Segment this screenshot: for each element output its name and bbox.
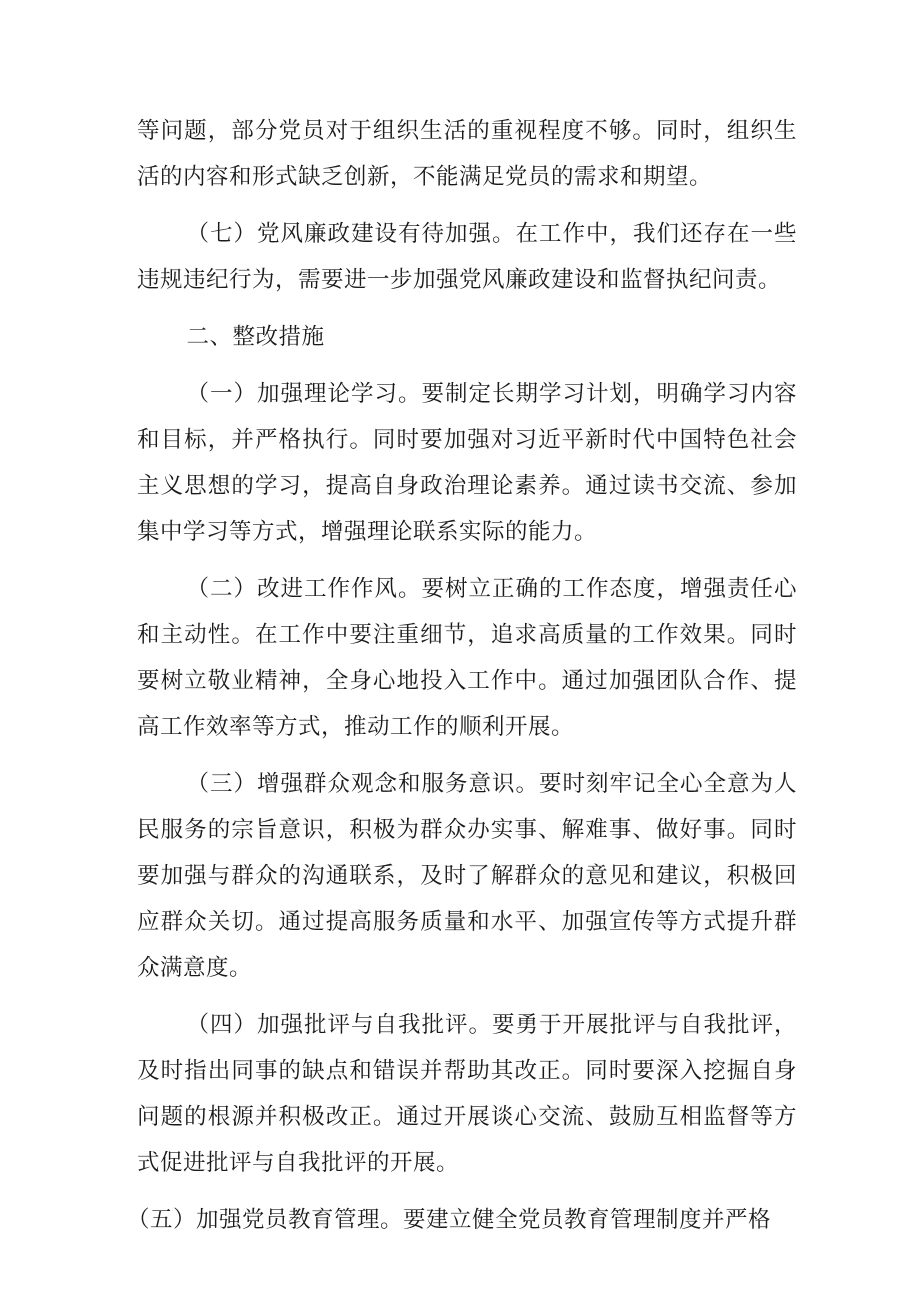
paragraph-measure-2: （二）改进工作作风。要树立正确的工作态度，增强责任心和主动性。在工作中要注重细节，追求高质量的工作效果。同时要树立敬业精神，全身心地投入工作中。通过加强团队合作、提高工作效率等方式，推动工作的顺利开展。 <box>137 576 797 740</box>
paragraph-measure-5: （五）加强党员教育管理。要建立健全党员教育管理制度并严格 <box>127 1207 772 1233</box>
paragraph-measure-1: （一）加强理论学习。要制定长期学习计划，明确学习内容和目标，并严格执行。同时要加强对习近平新时代中国特色社会主义思想的学习，提高自身政治理论素养。通过读书交流、参加集中学习等方式，增强理论联系实际的能力。 <box>137 381 797 545</box>
section-heading-rectification: 二、整改措施 <box>186 324 325 350</box>
paragraph-measure-4: （四）加强批评与自我批评。要勇于开展批评与自我批评，及时指出同事的缺点和错误并帮助其改正。同时要深入挖掘自身问题的根源并积极改正。通过开展谈心交流、鼓励互相监督等方式促进批评与自我批评的开展。 <box>137 1012 797 1176</box>
paragraph-measure-3: （三）增强群众观念和服务意识。要时刻牢记全心全意为人民服务的宗旨意识，积极为群众办实事、解难事、做好事。同时要加强与群众的沟通联系，及时了解群众的意见和建议，积极回应群众关切。通过提高服务质量和水平、加强宣传等方式提升群众满意度。 <box>137 771 797 981</box>
paragraph-continuation: 等问题，部分党员对于组织生活的重视程度不够。同时，组织生活的内容和形式缺乏创新，不能满足党员的需求和期望。 <box>137 118 797 190</box>
paragraph-item-7: （七）党风廉政建设有待加强。在工作中，我们还存在一些违规违纪行为，需要进一步加强党风廉政建设和监督执纪问责。 <box>137 221 797 293</box>
document-body <box>127 108 797 1254</box>
